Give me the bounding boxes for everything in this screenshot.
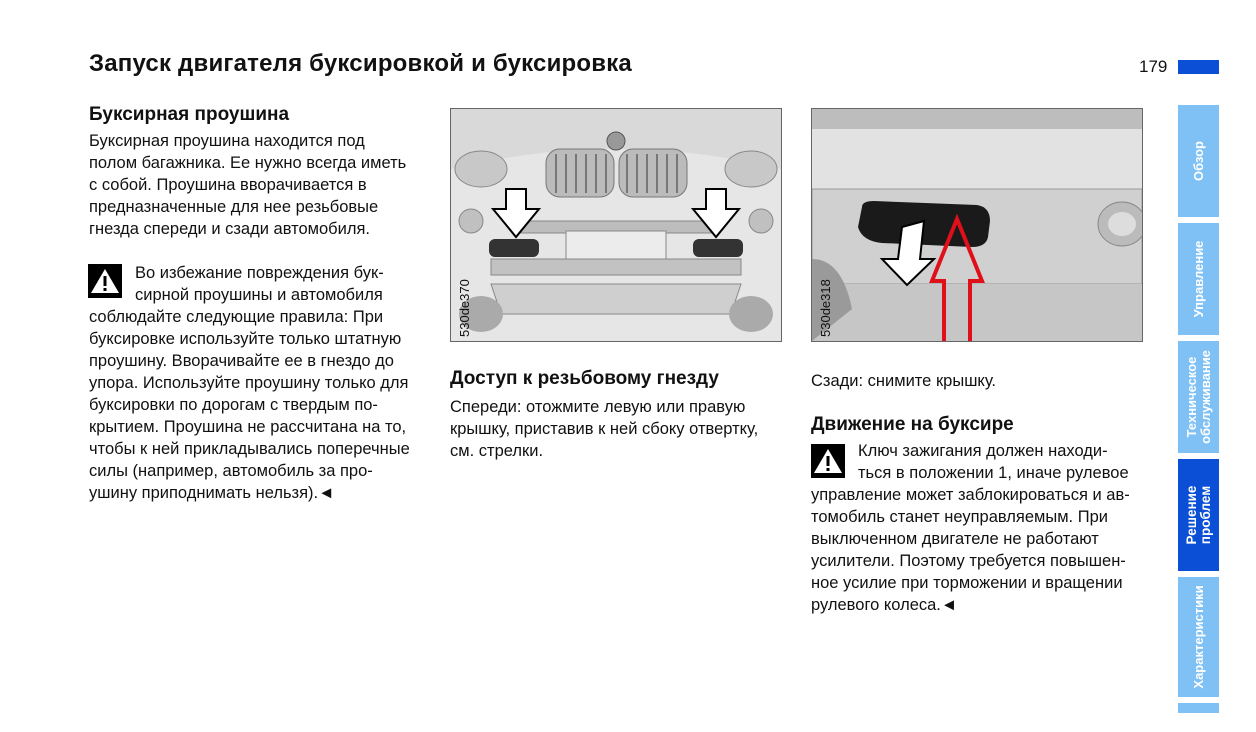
figure-code: 530de370 [457, 279, 472, 337]
text-line: соблюдайте следующие правила: При [89, 308, 384, 326]
text-line: крытием. Проушина не рассчитана на то, [89, 418, 407, 436]
section-heading-thread-access: Доступ к резьбовому гнезду [450, 368, 719, 389]
towing-warning-top [858, 440, 1129, 484]
text-line: крышку, приставив к ней сбоку отвертку, [450, 420, 759, 438]
tab-next-stub[interactable] [1178, 703, 1219, 713]
tab-label [1185, 486, 1213, 545]
towing-warning-paragraph [811, 484, 1130, 616]
text-line: ться в положении 1, иначе рулевое [858, 464, 1129, 482]
text-line: буксировке используйте только штатную [89, 330, 402, 348]
text-line: полом багажника. Ее нужно всегда иметь [89, 154, 407, 172]
text-line: гнезда спереди и сзади автомобиля. [89, 220, 370, 238]
text-line: томобиль станет неуправляемым. При [811, 508, 1108, 526]
tab-label: Обзор [1190, 141, 1206, 181]
text-line: силы (например, автомобиль за про- [89, 462, 373, 480]
text-line: сирной проушины и автомобиля [135, 286, 383, 304]
warning-paragraph-top [135, 262, 384, 306]
section-heading-tow-eye: Буксирная проушина [89, 104, 290, 125]
text-line: усилители. Поэтому требуется повышен- [811, 552, 1126, 570]
page-marker-bar [1178, 60, 1219, 74]
rear-bumper-illustration [811, 108, 1143, 342]
warning-icon [88, 264, 122, 298]
text-line: ное усилие при торможении и вращении [811, 574, 1123, 592]
warning-paragraph [89, 306, 410, 504]
tab-specifications[interactable] [1178, 577, 1219, 697]
tab-label: Управление [1190, 240, 1206, 318]
text-line: Спереди: отожмите левую или правую [450, 398, 746, 416]
page-title: Запуск двигателя буксировкой и буксировка [89, 50, 632, 77]
warning-icon [811, 444, 845, 478]
text-line: проушину. Вворачивайте ее в гнездо до [89, 352, 394, 370]
tab-controls[interactable] [1178, 223, 1219, 335]
tab-label-line: обслуживание [1197, 350, 1213, 444]
tab-label-line: Техническое [1183, 356, 1199, 438]
text-line: Ключ зажигания должен находи- [858, 442, 1108, 460]
text-line: предназначенные для нее резьбовые [89, 198, 379, 216]
text-line: ушину приподнимать нельзя).◄ [89, 484, 335, 502]
text-line: с собой. Проушина вворачивается в [89, 176, 367, 194]
text-line: выключенном двигателе не работают [811, 530, 1099, 548]
text-line: упора. Используйте проушину только для [89, 374, 409, 392]
tab-label: Характеристики [1190, 585, 1206, 689]
front-bumper-illustration [450, 108, 782, 342]
tab-maintenance[interactable] [1178, 341, 1219, 453]
text-line: см. стрелки. [450, 442, 544, 460]
tab-label-line: Решение [1183, 485, 1199, 545]
tow-eye-paragraph [89, 130, 406, 240]
section-heading-towing: Движение на буксире [811, 414, 1014, 435]
tab-overview[interactable] [1178, 105, 1219, 217]
figure-code: 530de318 [818, 279, 833, 337]
text-line: управление может заблокироваться и ав- [811, 486, 1130, 504]
text-line: буксировки по дорогам с твердым по- [89, 396, 378, 414]
rear-caption: Сзади: снимите крышку. [811, 372, 997, 390]
text-line: Буксирная проушина находится под [89, 132, 365, 150]
thread-access-paragraph [450, 396, 758, 462]
text-line: чтобы к ней прикладывались поперечные [89, 440, 410, 458]
text-line: рулевого колеса.◄ [811, 596, 958, 614]
page-number: 179 [1139, 57, 1168, 76]
tab-troubleshooting[interactable] [1178, 459, 1219, 571]
tab-label-line: проблем [1197, 485, 1213, 545]
tab-label [1185, 350, 1213, 444]
text-line: Во избежание повреждения бук- [135, 264, 384, 282]
